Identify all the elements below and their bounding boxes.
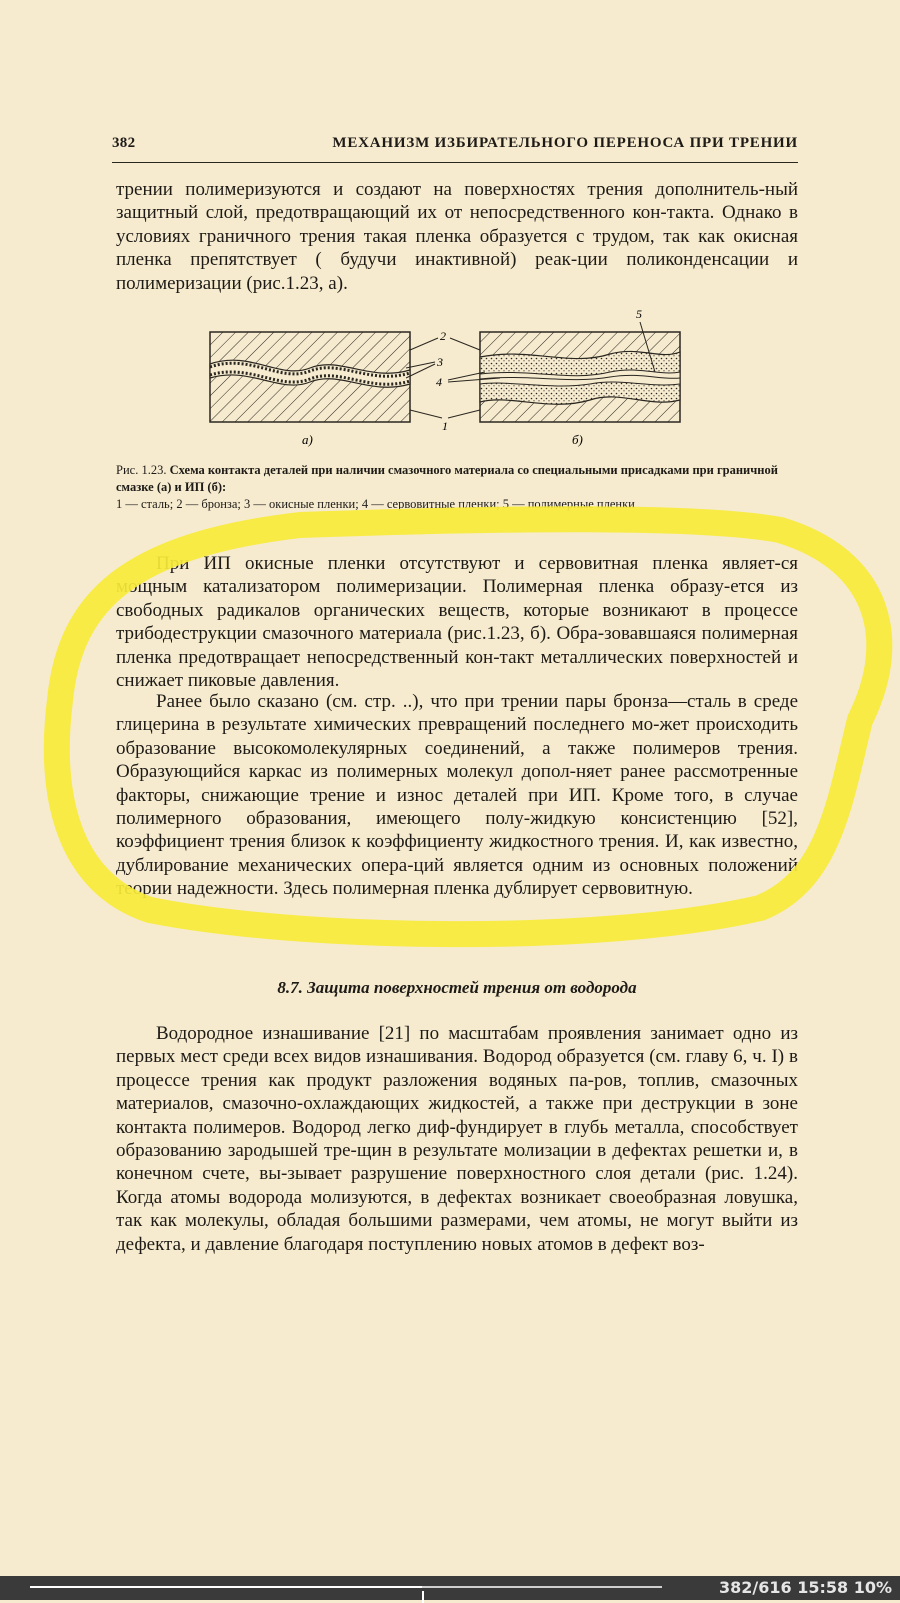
- progress-percent: 10%: [853, 1578, 892, 1597]
- running-title: МЕХАНИЗМ ИЗБИРАТЕЛЬНОГО ПЕРЕНОСА ПРИ ТРЕНИИ: [332, 135, 798, 151]
- figure-1-23: [210, 307, 710, 452]
- reading-progress-thumb[interactable]: [422, 1591, 424, 1603]
- clock: 15:58: [797, 1578, 849, 1597]
- figure-part-a: [210, 332, 410, 422]
- figure-caption: [116, 462, 802, 513]
- caption-prefix: Рис. 1.23.: [116, 463, 167, 477]
- figure-label-5: 5: [636, 307, 642, 321]
- figure-label-3: 3: [437, 355, 443, 369]
- section-title: 8.7. Защита поверхностей трения от водорода: [277, 978, 637, 997]
- reading-progress-fill: [30, 1586, 422, 1588]
- caption-legend: 1 — сталь; 2 — бронза; 3 — окисные пленки; 4 — сервовитные пленки; 5 — полимерные пленки: [116, 497, 635, 511]
- page-header: [112, 135, 798, 157]
- paragraph-2: При ИП окисные пленки отсутствуют и сервовитная пленка являет-ся мощным катализатором полимеризации. Полимерная пленка образу-ется из свободных радикалов органических веществ, которые возникают в процессе трибодеструкции смазочного материала (рис.1.23, б). Обра-зовавшаяся полимерная пленка предотвращает непосредственный кон-такт металлических поверхностей и снижает пиковые давления.: [116, 553, 798, 692]
- page-indicator: 382/616: [718, 1578, 792, 1597]
- header-rule: [112, 162, 798, 163]
- page-number: 382: [112, 135, 136, 151]
- paragraph-top: трении полимеризуются и создают на поверхностях трения дополнитель-ный защитный слой, предотвращающий их от непосредственного кон-такта. Однако в условиях граничного трения такая пленка образуется с трудом, так как окисная пленка препятствует ( будучи инактивной) реак-ции поликонденсации и полимеризации (рис.1.23, а).: [116, 179, 798, 294]
- paragraph-4: Водородное изнашивание [21] по масштабам проявления занимает одно из первых мест среди всех видов изнашивания. Водород образуется (см. главу 6, ч. I) в процессе трения как продукт разложения водяных па-ров, топлив, смазочных материалов, смазочно-охлаждающих жидкостей, а также при деструкции в зоне контакта полимеров. Водород легко диф-фундирует в глубь металла, способствует образованию зародышей тре-щин в результате молизации в дефектах решетки и, в конечном счете, вы-зывает разрушение поверхностного слоя детали (рис. 1.24). Когда атомы водорода молизуются, в дефектах возникает своеобразная ловушка, так как молекулы, обладая большими размерами, чем атомы, не могут выйти из дефекта, и давление благодаря поступлению новых атомов в дефект воз-: [116, 1023, 798, 1255]
- figure-label-2: 2: [440, 329, 446, 343]
- reading-progress-track[interactable]: [30, 1586, 662, 1588]
- status-text: [719, 1578, 892, 1597]
- figure-label-1: 1: [442, 419, 448, 433]
- figure-label-4: 4: [436, 375, 442, 389]
- paragraph-3: Ранее было сказано (см. стр. ..), что при трении пары бронза—сталь в среде глицерина в результате химических превращений последнего мо-жет происходить образование высокомолекулярных соединений, а также полимеров трения. Образующийся каркас из полимерных молекул допол-няет ранее рассмотренные факторы, снижающие трение и износ деталей при ИП. Кроме того, в случае полимерного образования, имеющего полу-жидкую консистенцию [52], коэффициент трения близок к коэффициенту жидкостного трения. И, как известно, дублирование механических опера-ций является одним из основных положений теории надежности. Здесь полимерная пленка дублирует сервовитную.: [116, 691, 798, 900]
- figure-part-b-label: б): [572, 432, 583, 447]
- reader-status-bar: [0, 1576, 900, 1600]
- figure-part-a-label: а): [302, 432, 313, 447]
- figure-part-b: [480, 332, 680, 422]
- caption-title: Схема контакта деталей при наличии смазочного материала со специальными присадками при граничной смазке (а) и ИП (б):: [116, 463, 778, 494]
